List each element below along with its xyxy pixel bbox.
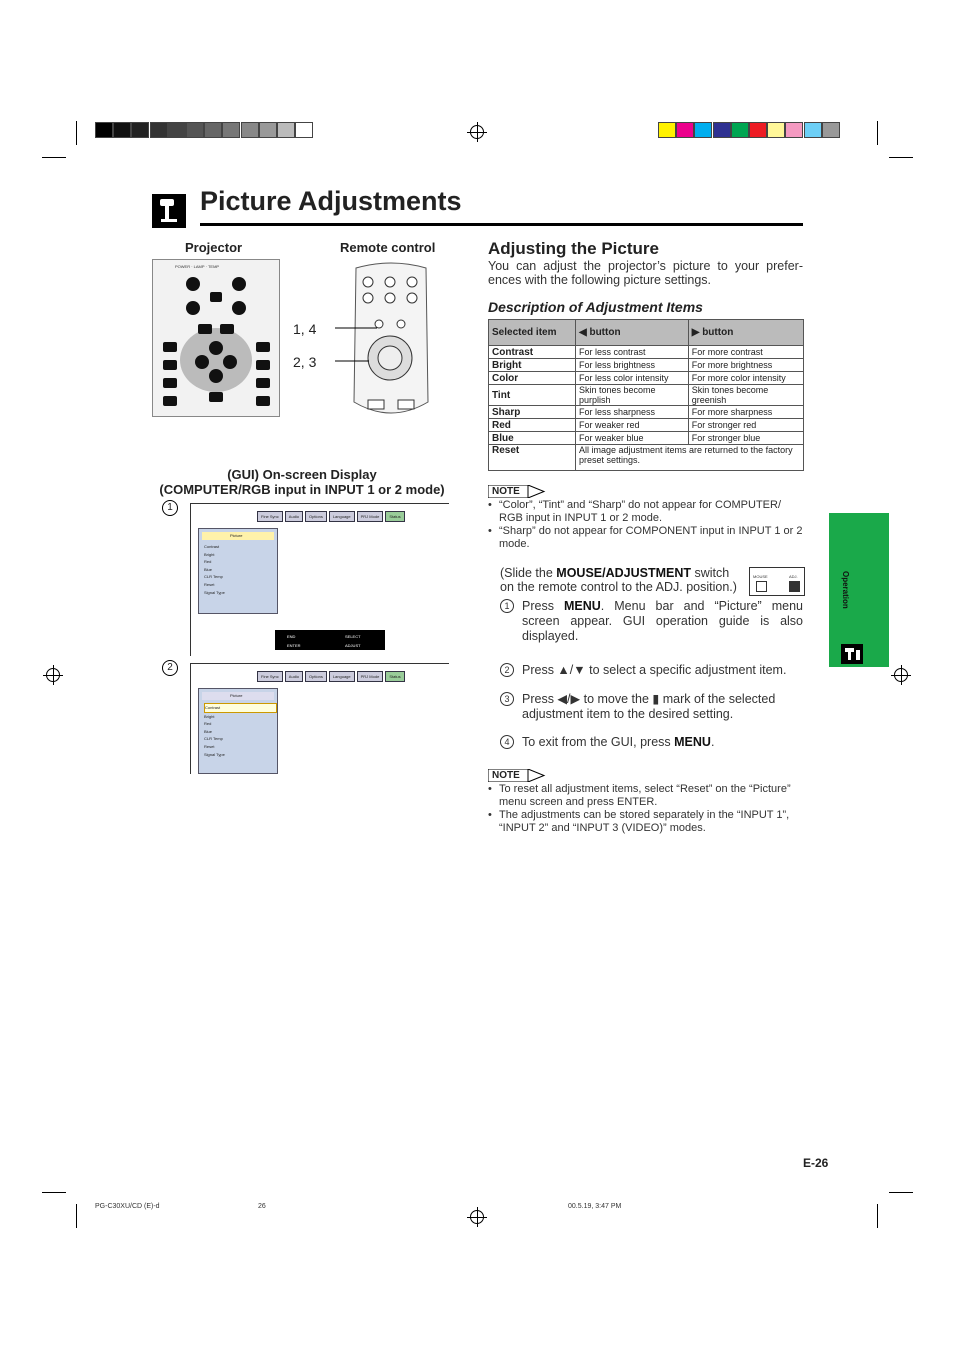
crop-mark <box>889 1192 913 1193</box>
registration-mark-icon <box>470 125 484 139</box>
gui-tab[interactable]: Fine Sync <box>257 511 283 522</box>
step-2: 2 Press ▲/▼ to select a specific adjustment item. <box>500 663 803 678</box>
table-cell: Color <box>489 372 576 385</box>
note-item: “Sharp” do not appear for COMPONENT input in INPUT 1 or 2 mode. <box>499 525 803 550</box>
table-row <box>489 385 804 406</box>
table-cell: For less contrast <box>576 346 689 359</box>
footer-page-num: 26 <box>258 1203 266 1210</box>
picture-menu-title: Picture <box>202 692 274 700</box>
gui-menu-item[interactable]: Contrast <box>204 544 220 549</box>
gui-screen-1 <box>190 503 449 656</box>
gui-tab[interactable]: Options <box>305 511 327 522</box>
operation-icon <box>151 193 187 229</box>
gui-tab[interactable]: Fine Sync <box>257 671 283 682</box>
gui-tab[interactable]: Options <box>305 671 327 682</box>
table-row <box>489 432 804 445</box>
color-swatch <box>749 122 767 138</box>
title-rule <box>200 223 803 226</box>
table-cell: For weaker red <box>576 419 689 432</box>
side-tab-label: Operation <box>841 571 850 609</box>
gray-swatch <box>259 122 277 138</box>
crop-mark <box>76 1204 77 1228</box>
crop-mark <box>877 121 878 145</box>
note-item: “Color”, “Tint” and “Sharp” do not appear for COMPUTER/ RGB input in INPUT 1 or 2 mode. <box>499 499 782 524</box>
note-label: NOTE <box>492 770 520 781</box>
svg-text:POWER · LAMP · TEMP: POWER · LAMP · TEMP <box>175 264 220 269</box>
crop-mark <box>889 157 913 158</box>
table-row <box>489 372 804 385</box>
step-4: 4 To exit from the GUI, press MENU. <box>500 735 803 750</box>
table-cell: Skin tones become purplish <box>576 385 689 406</box>
adjustment-table <box>488 319 804 471</box>
registration-mark-icon <box>894 668 908 682</box>
color-swatch <box>767 122 785 138</box>
table-cell: For less sharpness <box>576 406 689 419</box>
gui-tab[interactable]: Language <box>329 671 355 682</box>
gui-operation-guide: END ENTER SELECT ADJUST <box>275 630 385 650</box>
table-cell: Contrast <box>489 346 576 359</box>
gray-swatch <box>241 122 259 138</box>
picture-menu <box>198 528 278 614</box>
table-heading: Description of Adjustment Items <box>488 299 703 315</box>
callout-1-4: 1, 4 <box>293 321 317 337</box>
gray-swatch <box>295 122 313 138</box>
gray-swatch <box>222 122 240 138</box>
table-row <box>489 346 804 359</box>
gui-menu-item[interactable]: Reset <box>204 743 215 749</box>
gui-caption: (GUI) On-screen Display (COMPUTER/RGB input in INPUT 1 or 2 mode) <box>159 467 445 497</box>
gui-menu-item[interactable]: CLR Temp <box>204 736 223 742</box>
gray-swatch <box>204 122 222 138</box>
step-1: 1 Press MENU. Menu bar and “Picture” menu screen appear. GUI operation guide is also displayed. <box>500 599 803 644</box>
table-cell: For more sharpness <box>688 406 803 419</box>
gui-tab[interactable]: PRJ Mode <box>357 671 384 682</box>
table-header: ▶ button <box>688 320 803 346</box>
color-swatch <box>804 122 822 138</box>
page-number: E-26 <box>803 1156 829 1170</box>
color-swatch <box>785 122 803 138</box>
table-cell: All image adjustment items are returned to the factory preset settings. <box>576 445 804 471</box>
table-row <box>489 419 804 432</box>
note-2-list: • To reset all adjustment items, select “Reset” on the “Picture” menu screen and press ENTER. • The adjustments can be stored separately in the “INPUT 1”, “INPUT 2” and “INPUT 3 (VIDEO)” modes. <box>488 783 803 835</box>
footer-date: 00.5.19, 3:47 PM <box>568 1203 622 1210</box>
mouse-adj-switch-icon: MOUSE ADJ. <box>749 567 805 596</box>
table-cell: For more brightness <box>688 359 803 372</box>
screen-1-number: 1 <box>162 500 178 516</box>
table-cell: Skin tones become greenish <box>688 385 803 406</box>
picture-menu-title: Picture <box>202 532 274 540</box>
gui-tab[interactable]: PRJ Mode <box>357 511 384 522</box>
projector-label: Projector <box>185 240 243 255</box>
gui-screen-2 <box>190 663 449 774</box>
table-cell: Bright <box>489 359 576 372</box>
gui-tab[interactable]: Status <box>385 511 404 522</box>
callout-2-3: 2, 3 <box>293 354 317 370</box>
gui-menu-item[interactable]: CLR Temp <box>204 574 223 580</box>
gui-menu-item[interactable]: Blue <box>204 728 213 734</box>
table-cell: Blue <box>489 432 576 445</box>
gui-menu-item[interactable]: Bright <box>204 713 215 719</box>
picture-menu <box>198 688 278 774</box>
gui-tab[interactable]: Audio <box>285 671 303 682</box>
gui-tab-bar <box>257 511 405 522</box>
gui-menu-item[interactable]: Reset <box>204 581 215 587</box>
gui-tab[interactable]: Language <box>329 511 355 522</box>
crop-mark <box>76 121 77 145</box>
note-label: NOTE <box>492 486 520 497</box>
table-cell: For stronger red <box>688 419 803 432</box>
slide-instruction: (Slide the MOUSE/ADJUSTMENT switch on the remote control to the ADJ. position.) <box>500 566 737 594</box>
crop-mark <box>42 157 66 158</box>
table-row <box>489 406 804 419</box>
gray-swatch <box>150 122 168 138</box>
gui-menu-item[interactable]: Signal Type <box>204 751 225 757</box>
table-cell: Red <box>489 419 576 432</box>
gray-swatch <box>168 122 186 138</box>
table-cell: For more color intensity <box>688 372 803 385</box>
gui-menu-item[interactable]: Bright <box>204 551 215 557</box>
gui-tab[interactable]: Audio <box>285 511 303 522</box>
gray-swatch <box>186 122 204 138</box>
note-item: The adjustments can be stored separately in the “INPUT 1”, “INPUT 2” and “INPUT 3 (VIDEO)” modes. <box>499 809 790 834</box>
step-3: 3 Press ◀/▶ to move the ▮ mark of the selected adjustment item to the desired setting. <box>500 692 803 722</box>
color-swatch <box>658 122 676 138</box>
gray-swatch <box>277 122 295 138</box>
footer-file: PG-C30XU/CD (E)-d <box>95 1203 160 1210</box>
gui-menu-item[interactable]: Contrast <box>204 703 277 713</box>
operation-icon <box>841 644 863 664</box>
gui-menu-item[interactable]: Blue <box>204 566 213 572</box>
registration-mark-icon <box>470 1210 484 1224</box>
table-cell: For stronger blue <box>688 432 803 445</box>
table-header: Selected item <box>489 320 576 346</box>
table-row <box>489 359 804 372</box>
projector-control-panel <box>152 259 280 417</box>
table-cell: For less brightness <box>576 359 689 372</box>
gui-menu-item[interactable]: Red <box>204 721 212 727</box>
gray-swatch <box>113 122 131 138</box>
color-swatch <box>822 122 840 138</box>
color-swatch <box>676 122 694 138</box>
crop-mark <box>877 1204 878 1228</box>
table-cell: Sharp <box>489 406 576 419</box>
table-cell: For more contrast <box>688 346 803 359</box>
table-cell: Reset <box>489 445 576 471</box>
remote-label: Remote control <box>340 240 436 255</box>
gui-tab-bar <box>257 671 405 682</box>
crop-mark <box>42 1192 66 1193</box>
registration-mark-icon <box>46 668 60 682</box>
callout-lines <box>335 320 395 370</box>
color-swatch <box>713 122 731 138</box>
operation-side-tab <box>829 513 889 667</box>
screen-2-number: 2 <box>162 660 178 676</box>
note-item: To reset all adjustment items, select “Reset” on the “Picture” menu screen and press ENTER. <box>499 783 791 808</box>
gray-swatch <box>95 122 113 138</box>
page-title: Picture Adjustments <box>200 186 462 216</box>
gui-menu-item[interactable]: Red <box>204 559 212 565</box>
gui-menu-item[interactable]: Signal Type <box>204 589 225 595</box>
section-heading: Adjusting the Picture <box>488 239 659 258</box>
note-1-list: • “Color”, “Tint” and “Sharp” do not appear for COMPUTER/ RGB input in INPUT 1 or 2 mode. • “Sharp” do not appear for COMPONENT input in INPUT 1 or 2 mode. <box>488 499 803 550</box>
table-cell: Tint <box>489 385 576 406</box>
color-swatch <box>694 122 712 138</box>
color-swatch <box>731 122 749 138</box>
table-cell: For less color intensity <box>576 372 689 385</box>
table-header: ◀ button <box>576 320 689 346</box>
table-cell: For weaker blue <box>576 432 689 445</box>
gray-swatch <box>131 122 149 138</box>
intro-text: You can adjust the projector’s picture to your prefer-ences with the following picture settings. <box>488 259 803 287</box>
gui-tab[interactable]: Status <box>385 671 404 682</box>
